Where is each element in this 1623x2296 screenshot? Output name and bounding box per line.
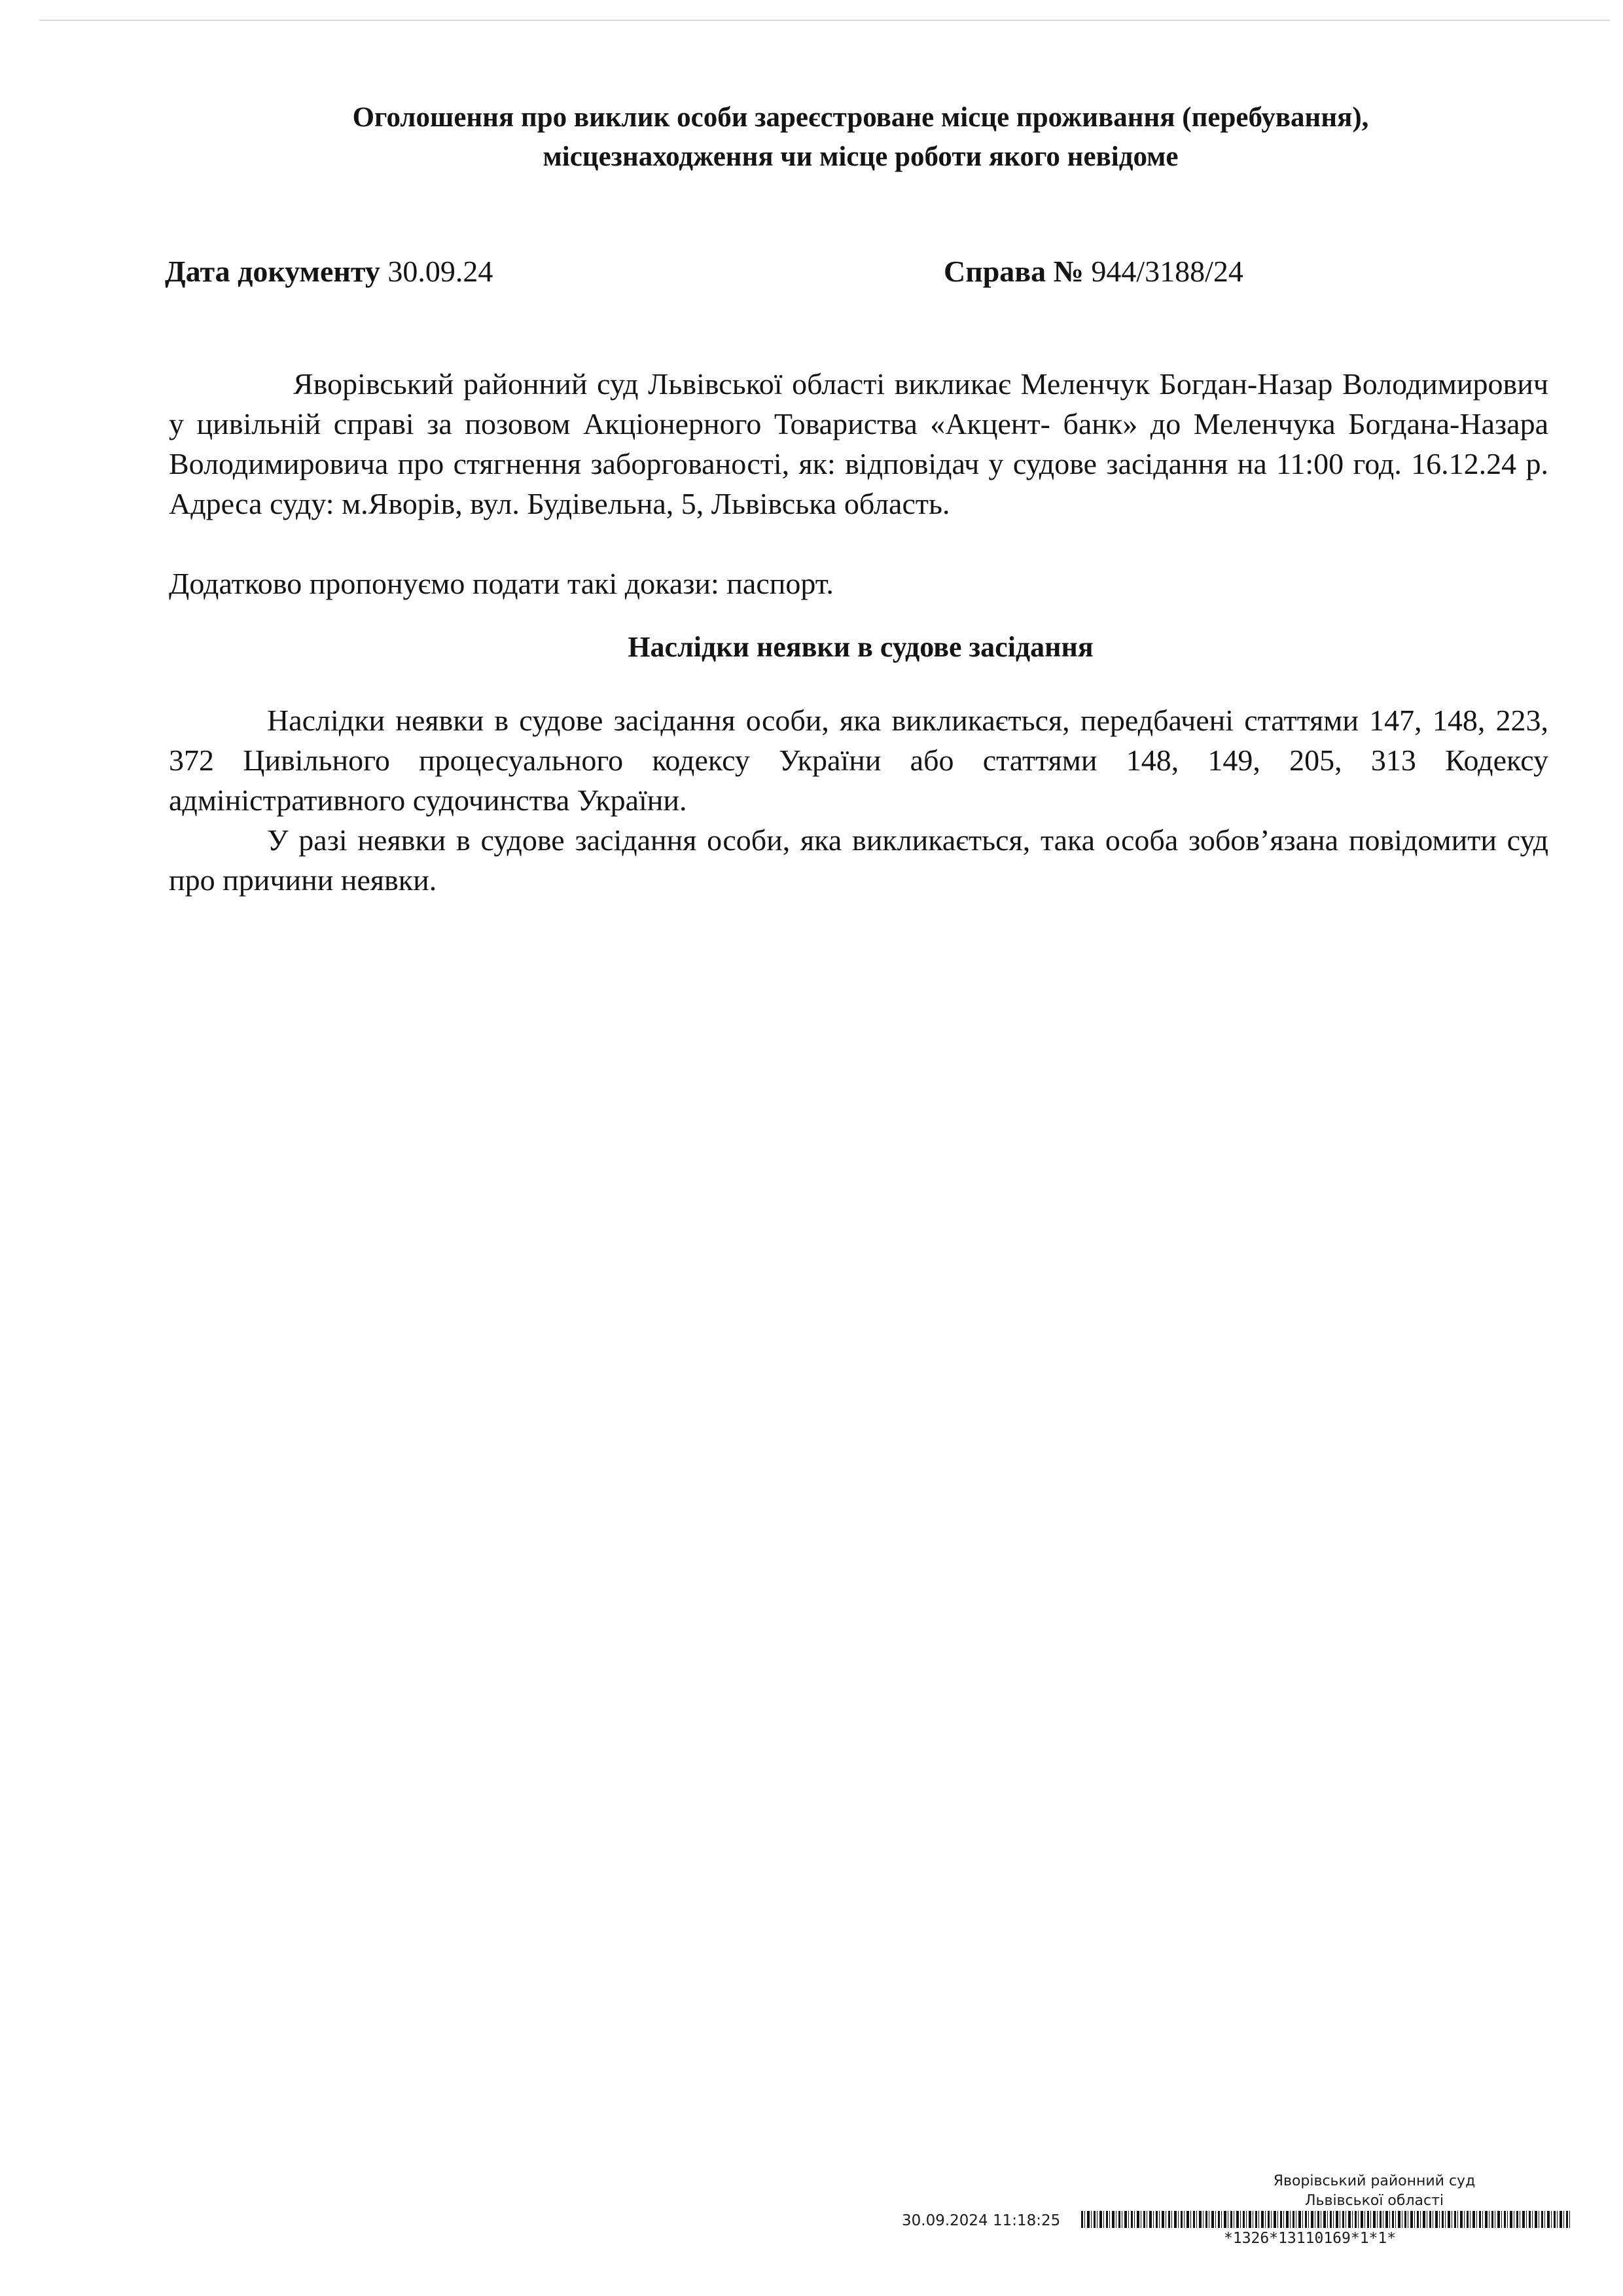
registration-timestamp: 30.09.2024 11:18:25 [902,2212,1061,2229]
evidence-paragraph: Додатково пропонуємо подати такі докази: паспорт. [169,567,834,600]
court-stamp-line-2: Львівської області [1304,2193,1444,2209]
document-title-line-1: Оголошення про виклик особи зареєстроване місце проживання (перебування), [352,102,1369,133]
summons-paragraph: Яворівський районний суд Львівської області викликає Меленчук Богдан-Назар Володимирович у цивільній справі за позовом Акціонерного Товариства «Акцент- банк» до Меленчука Богдана-Назара Володимировича про стягнення заборгованості, як: відповідач у судове засідання на 11:00 год. 16.12.24 р. Адреса суду: м.Яворів, вул. Будівельна, 5, Львівська область. [169,367,1548,520]
court-stamp-line-1: Яворівський районний суд [1273,2173,1476,2189]
consequences-paragraph-2: У разі неявки в судове засідання особи, яка викликається, така особа зобов’язана повідомити суд про причини неявки. [169,823,1548,897]
page-edge-line [39,20,1610,21]
document-title-line-2: місцезнаходження чи місце роботи якого невідоме [543,141,1179,172]
court-stamp [1119,2172,1623,2211]
section-title-consequences: Наслідки неявки в судове засідання [628,631,1094,663]
document-title [0,98,1623,177]
case-number-value: 944/3188/24 [1091,255,1243,288]
case-number [944,254,1243,289]
document-date [165,254,493,289]
barcode [1081,2211,1571,2228]
document-date-label: Дата документу [165,255,380,288]
consequences-paragraph-1: Наслідки неявки в судове засідання особи, яка викликається, передбачені статтями 147, 148, 223, 372 Цивільного процесуального кодексу України або статтями 148, 149, 205, 313 Кодексу адміністративного судочинства України. [169,704,1548,817]
case-number-label: Справа № [944,255,1084,288]
document-date-value: 30.09.24 [387,255,493,288]
barcode-text: *1326*13110169*1*1* [1224,2230,1397,2247]
